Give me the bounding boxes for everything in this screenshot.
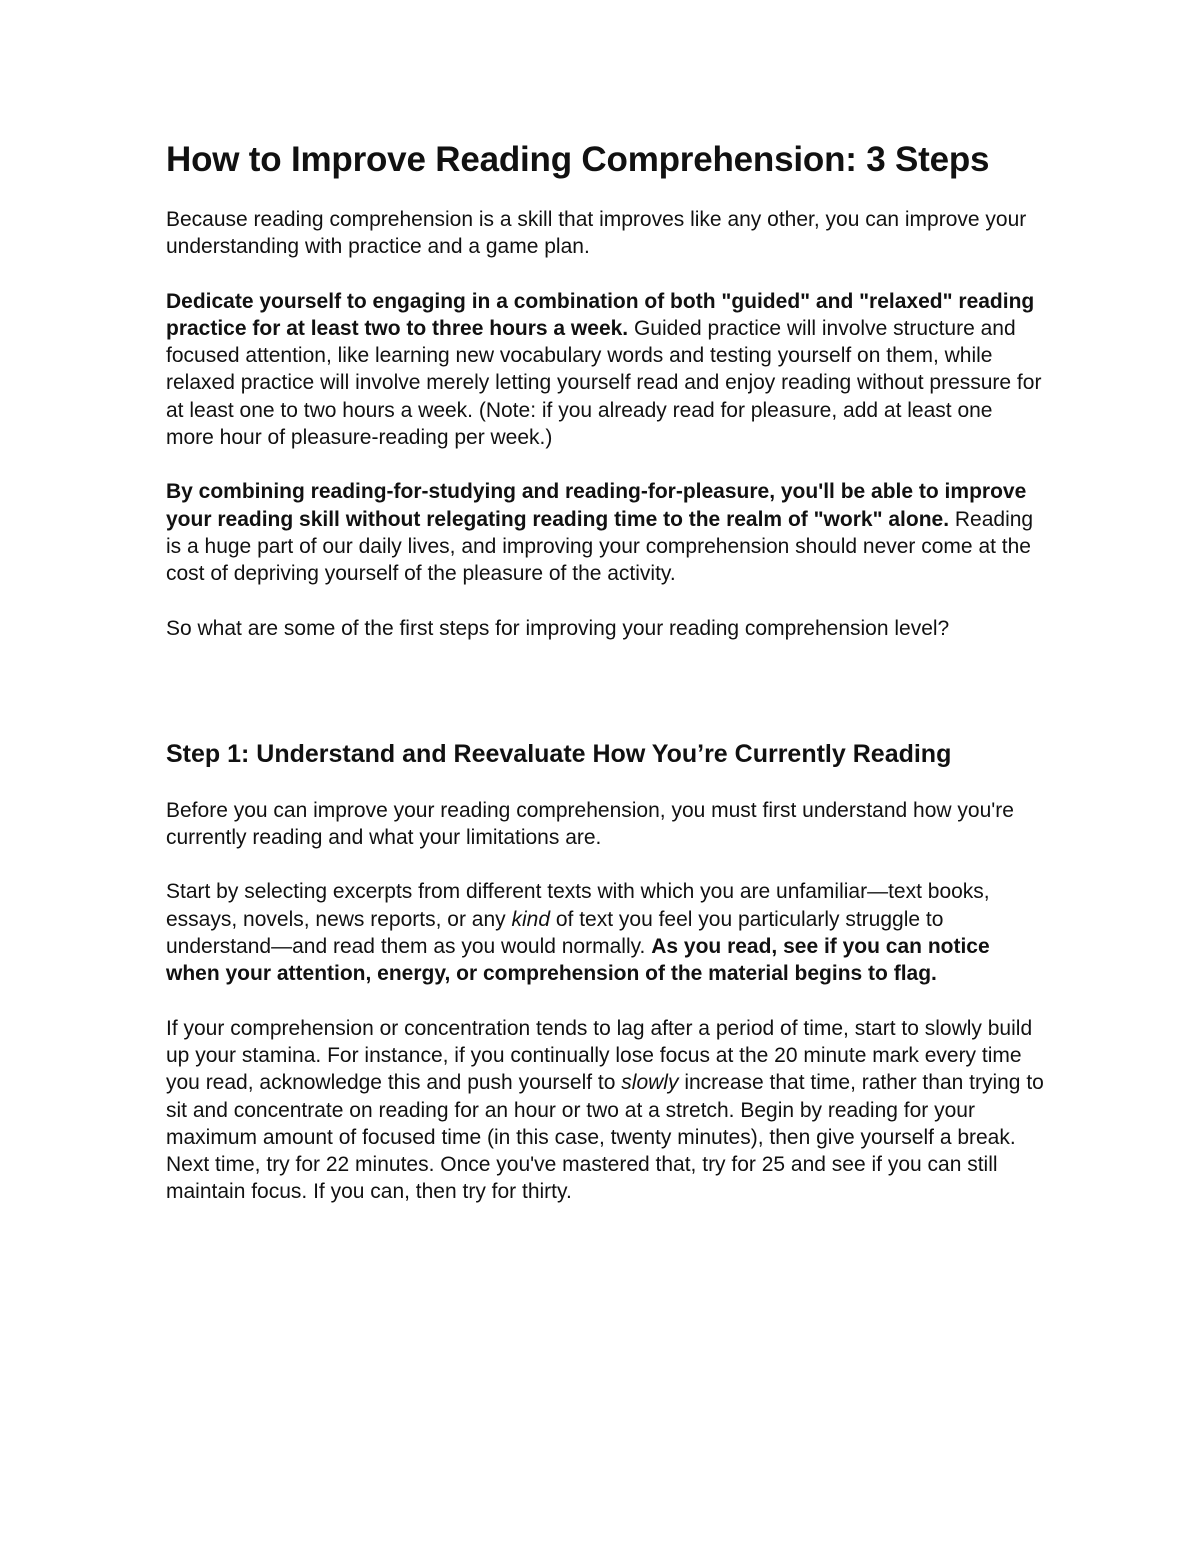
intro-paragraph: Because reading comprehension is a skill that improves like any other, you can improve your understanding with practice and a game plan. xyxy=(166,208,1027,259)
practice-text: Guided practice will involve structure and focused attention, like learning new vocabulary words and testing yourself on them, while relaxed practice will involve merely letting yourself read and enjoy reading without pressure for at least one to two hours a week. (Note: if you already read for pleasure, add at least one more hour of pleasure-reading per week.) xyxy=(166,316,1042,450)
combining-text: Reading is a huge part of our daily lives, and improving your comprehension should never come at the cost of depriving yourself of the pleasure of the activity. xyxy=(166,507,1034,586)
step1-stamina-paragraph xyxy=(166,1015,1046,1206)
practice-emphasis: Dedicate yourself to engaging in a combination of both "guided" and "relaxed" reading practice for at least two to three hours a week. xyxy=(166,289,1035,340)
excerpts-text-b: of text you feel you particularly struggle to understand—and read them as you would normally. xyxy=(166,907,944,959)
step1-heading: Step 1: Understand and Reevaluate How You’re Currently Reading xyxy=(166,739,952,768)
combining-paragraph xyxy=(166,478,1046,587)
step1-excerpts-paragraph xyxy=(166,878,1046,987)
combining-emphasis: By combining reading-for-studying and reading-for-pleasure, you'll be able to improve your reading skill without relegating reading time to the realm of "work" alone. xyxy=(166,480,1027,531)
excerpts-emphasis: As you read, see if you can notice when your attention, energy, or comprehension of the material begins to flag. xyxy=(166,935,990,986)
excerpts-text-a: Start by selecting excerpts from different texts with which you are unfamiliar—text books, essays, novels, news reports, or any xyxy=(166,880,990,931)
excerpts-italic: kind xyxy=(511,907,551,931)
stamina-text-b: increase that time, rather than trying to sit and concentrate on reading for an hour or two at a stretch. Begin by reading for your maximum amount of focused time (in this case, twenty minutes), then give yourself a break. Next time, try for 22 minutes. Once you've mastered that, try for 25 and see if you can still maintain focus. If you can, then try for thirty. xyxy=(166,1071,1044,1204)
section-spacer xyxy=(166,669,1046,738)
practice-paragraph xyxy=(166,288,1046,452)
step1-intro-paragraph: Before you can improve your reading comprehension, you must first understand how you're currently reading and what your limitations are. xyxy=(166,798,1014,850)
question-paragraph: So what are some of the first steps for improving your reading comprehension level? xyxy=(166,616,950,640)
stamina-text-a: If your comprehension or concentration tends to lag after a period of time, start to slowly build up your stamina. For instance, if you continually lose focus at the 20 minute mark every time you read, acknowledge this and push yourself to xyxy=(166,1016,1033,1095)
document-body xyxy=(166,138,1046,1233)
stamina-italic: slowly xyxy=(621,1071,679,1095)
document-title: How to Improve Reading Comprehension: 3 Steps xyxy=(166,140,990,179)
